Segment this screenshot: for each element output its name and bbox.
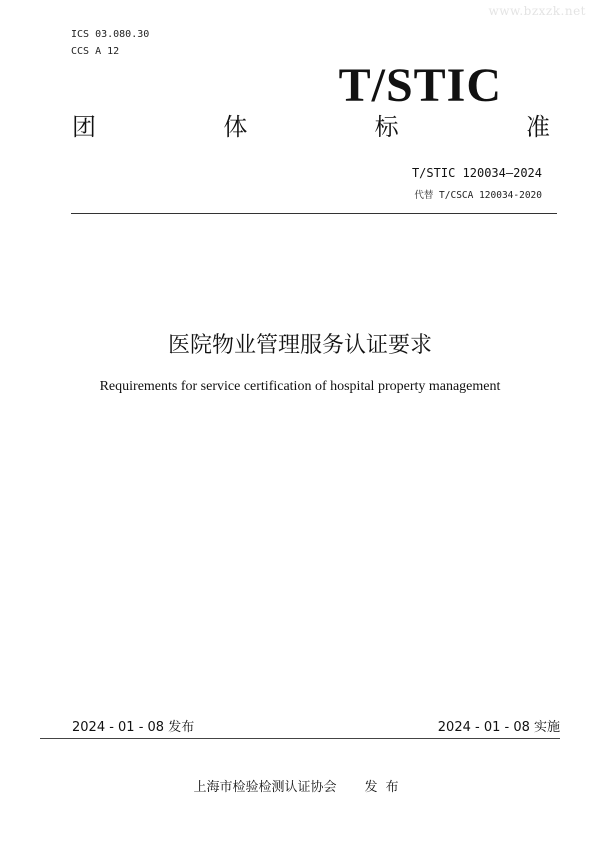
category-char: 体: [223, 113, 248, 141]
standard-category: [72, 112, 550, 142]
footer-divider: [40, 738, 560, 739]
issue-date: 2024 - 01 - 08 发布: [72, 720, 195, 735]
title-chinese: 医院物业管理服务认证要求: [167, 333, 432, 358]
implementation-date: 2024 - 01 - 08 实施: [437, 720, 560, 735]
brand-logo: T/STIC: [338, 59, 502, 112]
header-divider: [71, 213, 557, 214]
replaces-standard: 代替 T/CSCA 120034-2020: [414, 190, 542, 201]
category-char: 团: [72, 113, 96, 141]
publish-label: 发布: [364, 780, 407, 795]
ics-code: ICS 03.080.30: [71, 29, 150, 40]
publisher-name: 上海市检验检测认证协会: [193, 780, 337, 795]
category-char: 准: [525, 113, 550, 141]
ccs-code: CCS A 12: [71, 46, 120, 57]
title-english: Requirements for service certification of hospital property management: [99, 379, 501, 394]
publisher: [0, 776, 600, 795]
standard-number: T/STIC 120034—2024: [411, 166, 542, 180]
watermark: www.bzxzk.net: [488, 4, 586, 18]
category-char: 标: [374, 113, 399, 141]
